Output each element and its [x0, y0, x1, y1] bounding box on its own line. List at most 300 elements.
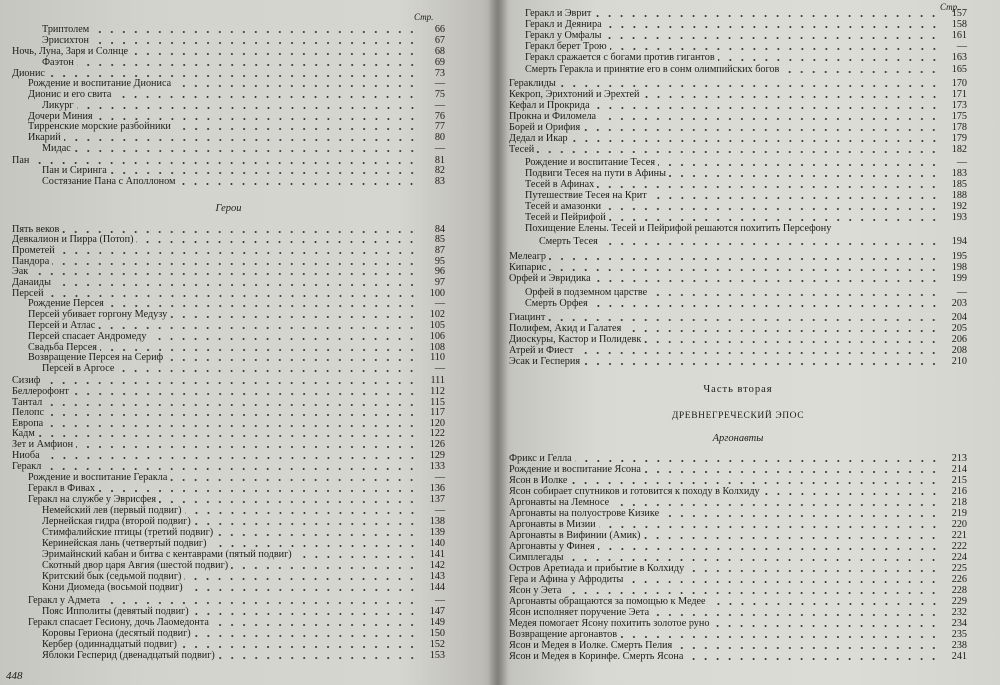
toc-entry-title: Тесей [509, 143, 535, 155]
toc-entry-page: 157 [951, 7, 967, 19]
toc-entry-title: Геракл берет Трою [525, 40, 607, 52]
toc-entry-title: Персей спасает Андромеду [28, 330, 147, 342]
toc-entry [12, 516, 445, 527]
toc-entry-title: Орфей в подземном царстве [525, 286, 648, 298]
toc-entry-title: Фрикс и Гелла [509, 452, 572, 464]
dot-leader [100, 349, 418, 351]
dot-leader [709, 603, 940, 605]
dot-leader [44, 468, 418, 470]
dot-leader [583, 129, 940, 131]
page-column-label: Стр. [940, 2, 960, 12]
toc-entry-title: Беллерофонт [12, 385, 69, 397]
dot-leader [43, 382, 418, 384]
toc-entry [12, 309, 445, 320]
toc-entry [12, 628, 445, 639]
toc-entry-title: Яблоки Гесперид (двенадцатый подвиг) [42, 649, 215, 661]
toc-entry-title: Ясон в Иолке [509, 474, 568, 486]
toc-entry-page: 182 [951, 143, 967, 155]
toc-entry-title: Похищение Елены. Тесей и Пейрифой решаются похитить Персефону [525, 222, 832, 234]
toc-entry [12, 527, 445, 538]
dot-leader [605, 26, 940, 28]
toc-entry [12, 277, 445, 288]
dot-leader [571, 140, 940, 142]
toc-entry [12, 245, 445, 256]
toc-entry [12, 505, 445, 516]
toc-entry-title: Прометей [12, 244, 55, 256]
dot-leader [591, 305, 940, 307]
toc-entry-title: Скотный двор царя Авгия (шестой подвиг) [42, 559, 229, 571]
toc-entry-page: 82 [434, 164, 445, 176]
toc-entry-page: 120 [429, 417, 445, 429]
toc-entry [12, 352, 445, 363]
toc-entry-title: Эримайнский кабан и битва с кентаврами (пятый подвиг) [42, 548, 292, 560]
dot-leader [166, 359, 418, 361]
toc-entry-page: 139 [429, 526, 445, 538]
toc-entry-page: 122 [429, 427, 445, 439]
dot-leader [186, 589, 418, 591]
toc-entry-title: Персей убивает горгону Медузу [28, 308, 168, 320]
toc-entry-title: Тантал [12, 396, 43, 408]
toc-entry-title: Геракл сражается с богами против гигантов [525, 51, 715, 63]
toc-entry-page: 218 [951, 496, 967, 508]
toc-entry [509, 475, 967, 486]
dot-leader [609, 219, 940, 221]
toc-entry-title: Кефал и Прокрида [509, 99, 590, 111]
toc-entry [509, 640, 967, 651]
toc-entry-page: 221 [951, 529, 967, 541]
toc-entry-title: Геракл на службе у Эврисфея [28, 493, 157, 505]
toc-entry-title: Рождение и воспитание Ясона [509, 463, 641, 475]
toc-entry [12, 143, 445, 154]
dot-leader [662, 515, 940, 517]
toc-entry-title: Геракл [12, 460, 42, 472]
toc-entry-page: 126 [429, 438, 445, 450]
page-number: 448 [6, 670, 23, 682]
toc-entry [509, 651, 967, 662]
dot-leader [194, 523, 418, 525]
dot-leader [92, 31, 418, 33]
toc-entry-title: Аргонавты в Вифинии (Амик) [509, 529, 641, 541]
toc-entry-page: 83 [434, 175, 445, 187]
toc-entry [509, 345, 967, 356]
toc-entry [509, 464, 967, 475]
toc-entry [12, 606, 445, 617]
toc-entry-page: 80 [434, 131, 445, 143]
dot-leader [46, 425, 418, 427]
toc-entry-page: 225 [951, 562, 967, 574]
toc-entry-title: Рождение Персея [28, 297, 104, 309]
toc-entry-page: 198 [951, 261, 967, 273]
dot-leader [96, 118, 418, 120]
toc-entry-page: 143 [429, 570, 445, 582]
dot-leader [110, 172, 418, 174]
toc-entry [12, 407, 445, 418]
dot-leader [43, 457, 418, 459]
dot-leader [62, 231, 418, 233]
dot-leader [598, 548, 940, 550]
dot-leader [559, 85, 940, 87]
toc-entry [509, 563, 967, 574]
toc-entry [12, 582, 445, 593]
dot-leader [597, 186, 940, 188]
toc-entry-page: 67 [434, 34, 445, 46]
toc-entry-title: Лернейская гидра (второй подвиг) [42, 515, 191, 527]
toc-entry-page: 97 [434, 276, 445, 288]
toc-entry-title: Триптолем [42, 23, 90, 35]
toc-entry [509, 168, 967, 179]
dot-leader [72, 393, 418, 395]
dot-leader [599, 118, 940, 120]
toc-entry [509, 356, 967, 367]
toc-entry-page: 195 [951, 250, 967, 262]
toc-entry [509, 190, 967, 201]
toc-entry [509, 585, 967, 596]
dot-leader [48, 75, 418, 77]
toc-entry [509, 236, 967, 247]
toc-entry-title: Фаэтон [42, 56, 74, 68]
toc-entry-page: 232 [951, 606, 967, 618]
section-heading-argonauts: Аргонавты [712, 433, 764, 444]
toc-entry-page: 234 [951, 617, 967, 629]
dot-leader [180, 646, 418, 648]
toc-entry [509, 144, 967, 155]
dot-leader [687, 570, 940, 572]
toc-entry-title: Гера и Афина у Афродиты [509, 573, 624, 585]
toc-entry-page: 179 [951, 132, 967, 144]
dot-leader [117, 370, 418, 372]
dot-leader [32, 162, 418, 164]
dot-leader [210, 545, 418, 547]
toc-entry [509, 552, 967, 563]
toc-entry-title: Смерть Геракла и принятие его в сонм олимпийских богов [525, 63, 780, 75]
toc-entry-title: Эрисихтон [42, 34, 89, 46]
dot-leader [159, 501, 418, 503]
dot-leader [107, 305, 418, 307]
dot-leader [594, 15, 940, 17]
dot-leader [652, 614, 940, 616]
toc-entry [12, 298, 445, 309]
toc-entry [509, 19, 967, 30]
dot-leader [669, 175, 940, 177]
dot-leader [686, 658, 940, 660]
toc-entry-title: Аргонавты на полуострове Кизике [509, 507, 660, 519]
dot-leader [218, 657, 418, 659]
toc-entry-page: — [956, 286, 967, 298]
toc-entry-title: Геракл у Адмета [28, 594, 101, 606]
dot-leader [76, 446, 418, 448]
toc-entry-title: Данаиды [12, 276, 51, 288]
toc-entry-page: 115 [430, 396, 445, 408]
toc-entry-title: Тирренские морские разбойники [28, 120, 171, 132]
toc-entry-title: Ниоба [12, 449, 40, 461]
dot-leader [64, 139, 418, 141]
dot-leader [624, 330, 940, 332]
toc-entry-title: Гиацинт [509, 311, 546, 323]
dot-leader [593, 107, 940, 109]
toc-entry-page: 87 [434, 244, 445, 256]
toc-entry [12, 132, 445, 143]
toc-entry [12, 538, 445, 549]
toc-entry-page: 170 [951, 77, 967, 89]
toc-entry [509, 179, 967, 190]
dot-leader [570, 482, 940, 484]
toc-entry-page: 192 [951, 200, 967, 212]
dot-leader [566, 559, 940, 561]
toc-entry-page: 75 [434, 88, 445, 100]
toc-entry [12, 78, 445, 89]
toc-entry [12, 494, 445, 505]
toc-entry-title: Кадм [12, 427, 35, 439]
toc-entry-page: — [434, 297, 445, 309]
toc-entry [12, 363, 445, 374]
toc-entry-page: 102 [429, 308, 445, 320]
toc-entry [12, 560, 445, 571]
toc-entry [509, 30, 967, 41]
dot-leader [98, 490, 418, 492]
toc-entry-page: 95 [434, 255, 445, 267]
dot-leader [610, 48, 940, 50]
toc-entry-title: Аргонавты в Мизии [509, 518, 596, 530]
toc-entry [509, 212, 967, 223]
toc-entry [509, 100, 967, 111]
toc-entry-page: 66 [434, 23, 445, 35]
toc-entry-page: 77 [434, 120, 445, 132]
toc-entry-title: Зет и Амфион [12, 438, 74, 450]
toc-entry-title: Пан [12, 154, 30, 166]
toc-entry [509, 574, 967, 585]
toc-entry-page: 152 [429, 638, 445, 650]
dot-leader [712, 625, 940, 627]
toc-entry-title: Ясон у Эета [509, 584, 562, 596]
toc-entry-title: Коровы Гериона (десятый подвиг) [42, 627, 191, 639]
toc-entry-title: Геракл в Фивах [28, 482, 95, 494]
toc-entry-page: 85 [434, 233, 445, 245]
dot-leader [77, 64, 418, 66]
toc-entry [12, 386, 445, 397]
toc-entry-title: Гераклиды [509, 77, 556, 89]
toc-entry-title: Персей [12, 287, 44, 299]
toc-entry-title: Дионис [12, 67, 45, 79]
dot-leader [650, 294, 940, 296]
toc-entry-page: 147 [429, 605, 445, 617]
dot-leader [47, 414, 418, 416]
toc-entry [509, 453, 967, 464]
dot-leader [52, 263, 418, 265]
toc-entry [12, 595, 445, 606]
toc-entry-page: 137 [429, 493, 445, 505]
dot-leader [626, 581, 940, 583]
toc-entry-title: Смерть Тесея [539, 235, 598, 247]
toc-entry-page: 105 [429, 319, 445, 331]
toc-entry [509, 52, 967, 63]
toc-entry [509, 201, 967, 212]
toc-entry [509, 64, 967, 75]
toc-entry [12, 549, 445, 560]
dot-leader [583, 363, 940, 365]
toc-entry-page: 228 [951, 584, 967, 596]
dot-leader [599, 526, 940, 528]
toc-entry-page: 142 [429, 559, 445, 571]
toc-entry-page: 229 [951, 595, 967, 607]
toc-entry [12, 57, 445, 68]
toc-entry-title: Атрей и Фиест [509, 344, 574, 356]
dot-leader [549, 258, 940, 260]
dot-leader [184, 578, 418, 580]
toc-entry [509, 519, 967, 530]
dot-leader [38, 435, 418, 437]
dot-leader [594, 280, 940, 282]
toc-entry-title: Мелеагр [509, 250, 546, 262]
dot-leader [643, 537, 940, 539]
dot-leader [194, 635, 418, 637]
toc-entry-page: 208 [951, 344, 967, 356]
toc-entry [509, 89, 967, 100]
toc-entry-title: Пелопс [12, 406, 45, 418]
toc-entry [12, 121, 445, 132]
toc-entry [509, 287, 967, 298]
toc-entry [12, 571, 445, 582]
dot-leader [644, 471, 940, 473]
toc-entry-page: 193 [951, 211, 967, 223]
toc-entry-title: Кербер (одиннадцатый подвиг) [42, 638, 177, 650]
toc-entry-title: Мидас [42, 142, 71, 154]
toc-entry-title: Аргонавты обращаются за помощью к Медее [509, 595, 706, 607]
dot-leader [763, 493, 940, 495]
left-page [0, 0, 497, 685]
dot-leader [620, 636, 940, 638]
toc-entry-page: 110 [430, 351, 445, 363]
toc-entry [509, 618, 967, 629]
dot-leader [131, 53, 418, 55]
toc-entry [509, 298, 967, 309]
toc-entry-page: — [956, 156, 967, 168]
toc-entry-title: Тесей и Пейрифой [525, 211, 606, 223]
toc-entry-title: Остров Аретиада и прибытие в Колхиду [509, 562, 685, 574]
toc-entry [12, 331, 445, 342]
dot-leader [149, 338, 418, 340]
toc-entry [12, 483, 445, 494]
toc-entry-title: Пандора [12, 255, 50, 267]
toc-entry-page: 84 [434, 223, 445, 235]
toc-entry-page: 69 [434, 56, 445, 68]
toc-entry-page: — [956, 40, 967, 52]
toc-entry-page: 205 [951, 322, 967, 334]
toc-entry [509, 334, 967, 345]
toc-entry-title: Пан и Сиринга [42, 164, 107, 176]
toc-entry [509, 530, 967, 541]
toc-entry-page: — [434, 142, 445, 154]
dot-leader [114, 96, 418, 98]
dot-leader [549, 269, 940, 271]
dot-leader [231, 567, 418, 569]
toc-entry [509, 262, 967, 273]
toc-entry-title: Геракл и Деянира [525, 18, 602, 30]
toc-entry-title: Аргонавты у Финея [509, 540, 595, 552]
toc-entry [12, 450, 445, 461]
toc-entry-page: 141 [429, 548, 445, 560]
toc-entry-page: 214 [951, 463, 967, 475]
toc-entry-page: 129 [429, 449, 445, 461]
toc-entry-page: 241 [951, 650, 967, 662]
toc-entry-page: 188 [951, 189, 967, 201]
toc-entry-title: Дочери Миния [28, 110, 93, 122]
toc-entry-title: Пять веков [12, 223, 60, 235]
toc-entry-title: Возвращение аргонавтов [509, 628, 618, 640]
toc-entry [12, 320, 445, 331]
dot-leader [54, 284, 418, 286]
toc-entry-title: Кони Диомеда (восьмой подвиг) [42, 581, 183, 593]
toc-entry [509, 541, 967, 552]
dot-leader [718, 59, 940, 61]
toc-entry-page: 158 [951, 18, 967, 30]
toc-entry [509, 251, 967, 262]
toc-entry [509, 122, 967, 133]
toc-entry-title: Полифем, Акид и Галатея [509, 322, 622, 334]
toc-entry-page: 199 [951, 272, 967, 284]
dot-leader [77, 107, 418, 109]
toc-entry-title: Диоскуры, Кастор и Полидевк [509, 333, 642, 345]
toc-entry-title: Персей и Атлас [28, 319, 96, 331]
toc-entry [12, 24, 445, 35]
toc-entry-title: Состязание Пана с Аполлоном [42, 175, 176, 187]
dot-leader [174, 128, 418, 130]
toc-entry-page: 194 [951, 235, 967, 247]
toc-entry-page: 224 [951, 551, 967, 563]
toc-entry-page: — [434, 362, 445, 374]
toc-entry-title: Эсак и Гесперия [509, 355, 581, 367]
toc-entry-page: — [434, 594, 445, 606]
toc-entry [12, 650, 445, 661]
toc-entry-page: 153 [429, 649, 445, 661]
toc-entry-page: 149 [429, 616, 445, 628]
toc-entry-page: 76 [434, 110, 445, 122]
toc-entry-page: 171 [951, 88, 967, 100]
toc-entry [509, 497, 967, 508]
toc-entry [12, 639, 445, 650]
dot-leader [174, 85, 418, 87]
toc-entry-page: 133 [429, 460, 445, 472]
dot-leader [192, 613, 418, 615]
toc-entry-page: — [434, 504, 445, 516]
toc-entry [509, 596, 967, 607]
toc-entry-title: Подвиги Тесея на пути в Афины [525, 167, 666, 179]
dot-leader [575, 460, 940, 462]
toc-entry-page: 108 [429, 341, 445, 353]
toc-entry-title: Критский бык (седьмой подвиг) [42, 570, 182, 582]
toc-entry-title: Девкалион и Пирра (Потоп) [12, 233, 134, 245]
toc-entry-title: Немейский лев (первый подвиг) [42, 504, 182, 516]
dot-leader [103, 602, 418, 604]
toc-entry-title: Геракл спасает Гесиону, дочь Лаомедонта [28, 616, 209, 628]
toc-entry-title: Персей в Аргосе [42, 362, 115, 374]
page-column-label: Стр. [414, 12, 434, 22]
toc-entry-title: Икарий [28, 131, 61, 143]
toc-entry-title: Рождение и воспитание Геракла [28, 471, 168, 483]
toc-entry [509, 133, 967, 144]
toc-entry [12, 375, 445, 386]
toc-entry-page: 138 [429, 515, 445, 527]
toc-entry [12, 46, 445, 57]
toc-entry-title: Смерть Орфея [525, 297, 588, 309]
toc-entry [12, 100, 445, 111]
dot-leader [31, 273, 418, 275]
toc-entry-page: 144 [429, 581, 445, 593]
toc-entry [509, 323, 967, 334]
dot-leader [564, 592, 940, 594]
part-subtitle: ДРЕВНЕГРЕЧЕСКИЙ ЭПОС [671, 411, 805, 421]
toc-entry-page: 100 [429, 287, 445, 299]
toc-entry-page: 68 [434, 45, 445, 57]
